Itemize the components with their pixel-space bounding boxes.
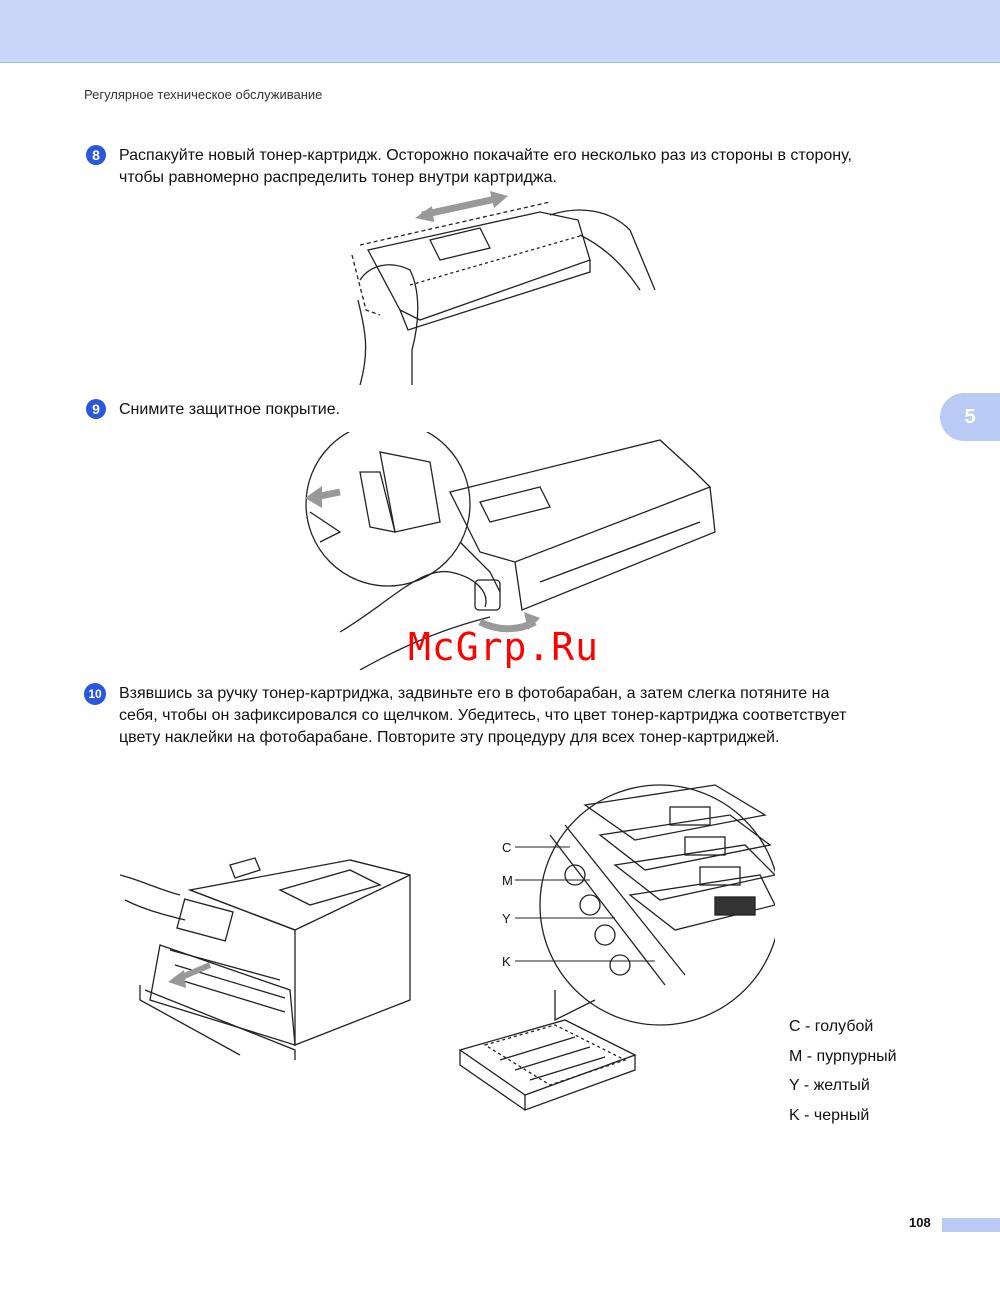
callout-y: Y — [502, 911, 511, 926]
step-8-line-2: чтобы равномерно распределить тонер внутри картриджа. — [119, 169, 557, 186]
callout-c: C — [502, 840, 512, 855]
step-10-line-1: Взявшись за ручку тонер-картриджа, задвиньте его в фотобарабан, а затем слегка потяните на — [119, 685, 830, 702]
legend-cyan: C - голубой — [789, 1018, 874, 1035]
step-10-badge: 10 — [84, 683, 106, 705]
shake-cartridge-illustration — [340, 190, 660, 385]
legend-black: K - черный — [789, 1106, 870, 1124]
legend-magenta: M - пурпурный — [789, 1047, 897, 1065]
step-10-line-2: себя, чтобы он зафиксировался со щелчком. Убедитесь, что цвет тонер-картриджа соответствует — [119, 707, 847, 724]
step-10-text — [119, 683, 846, 749]
step-10-line-3: цвету наклейки на фотобарабане. Повторите эту процедуру для всех тонер-картриджей. — [119, 729, 780, 746]
step-8-text — [119, 145, 852, 189]
callout-k: K — [502, 954, 511, 969]
footer-bar — [942, 1218, 1000, 1232]
callout-m: M — [502, 873, 513, 888]
page-number: 108 — [909, 1215, 931, 1230]
top-band — [0, 0, 1000, 63]
step-9-text: Снимите защитное покрытие. — [119, 401, 341, 418]
chapter-tab: 5 — [940, 393, 1000, 441]
step-8-line-1: Распакуйте новый тонер-картридж. Осторожно покачайте его несколько раз из стороны в сторону, — [119, 147, 852, 164]
step-8-badge: 8 — [86, 145, 106, 165]
drum-color-labels-illustration — [455, 775, 775, 1125]
legend-yellow: Y - желтый — [789, 1077, 870, 1094]
printer-insert-illustration — [120, 850, 415, 1060]
color-legend — [789, 1012, 897, 1130]
step-9-badge: 9 — [86, 399, 106, 419]
watermark: McGrp.Ru — [408, 625, 600, 669]
running-header: Регулярное техническое обслуживание — [84, 87, 323, 102]
